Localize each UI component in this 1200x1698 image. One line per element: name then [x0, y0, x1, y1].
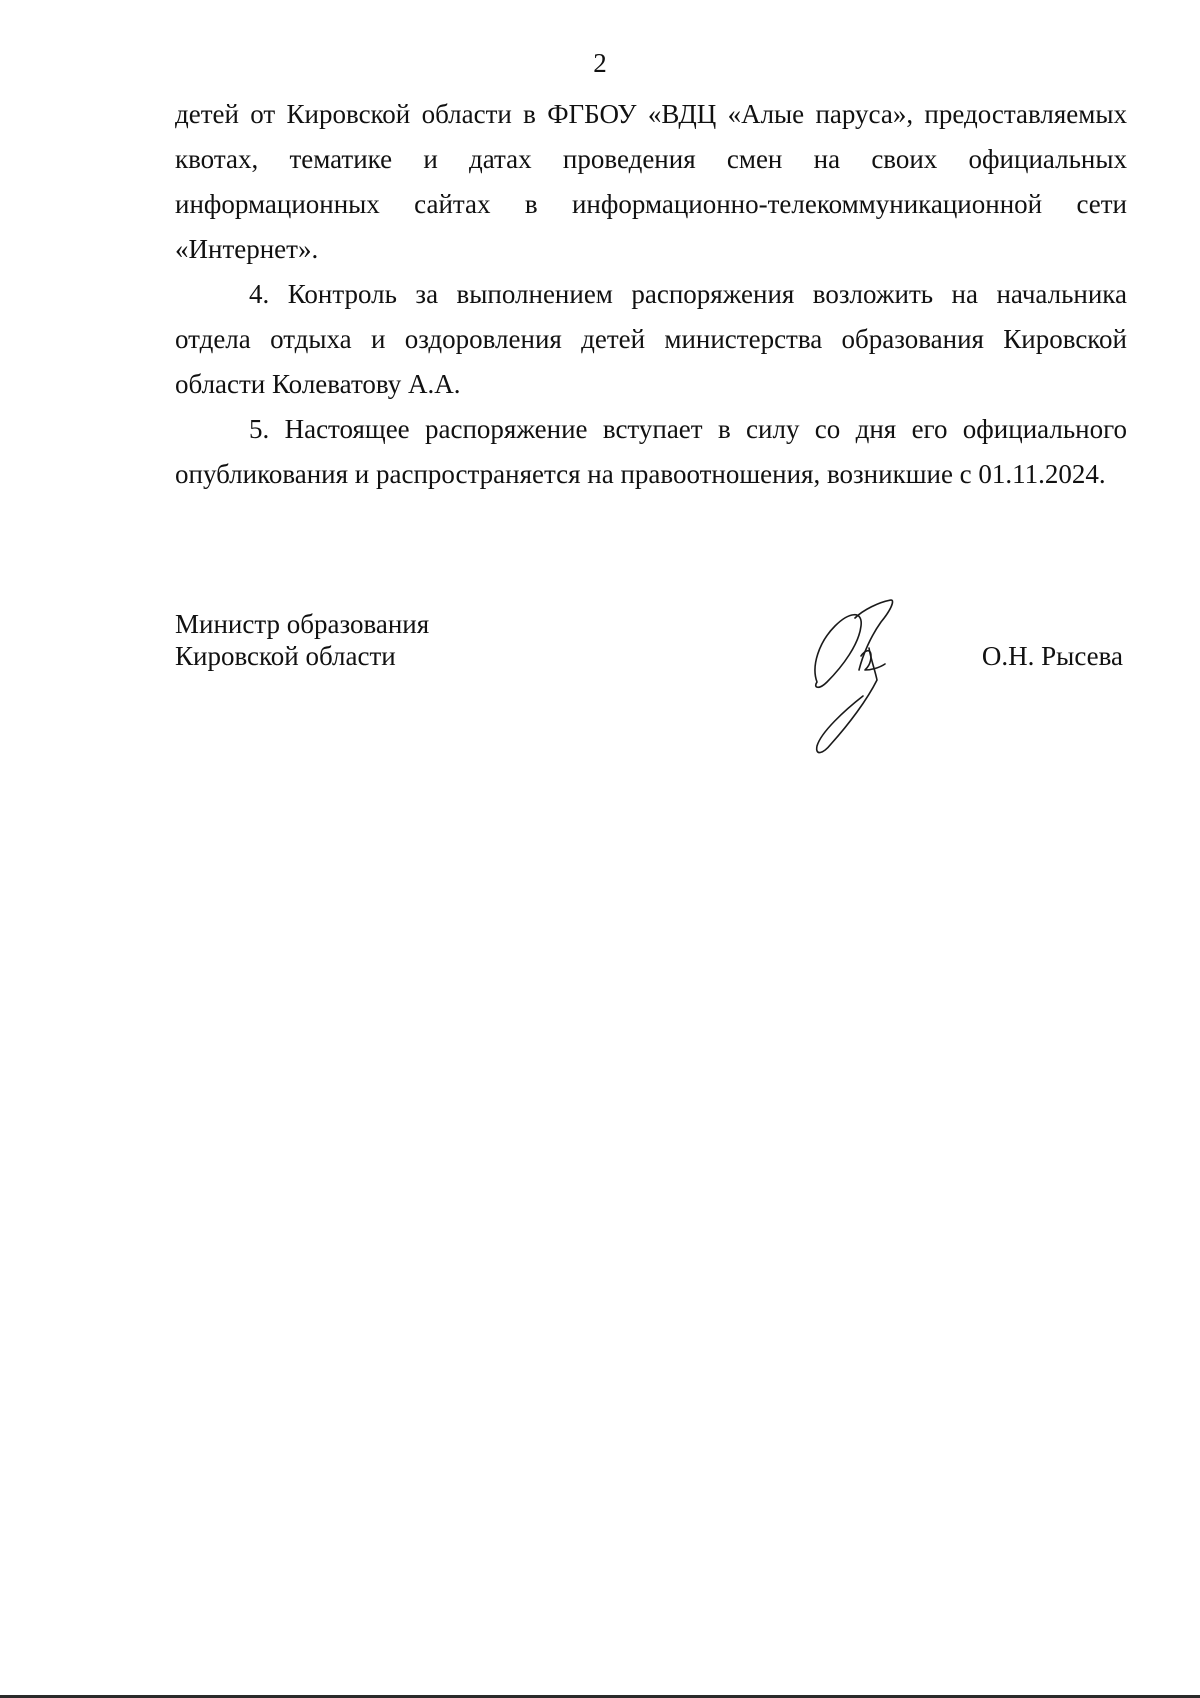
- signer-title-line-1: Министр образования: [175, 609, 430, 639]
- paragraph-continuation: детей от Кировской области в ФГБОУ «ВДЦ «Алые паруса», предоставляемых квотах, тематике и датах проведения смен на своих официальных информационных сайтах в информационно-телекоммуникационной сети «Интернет».: [175, 99, 1127, 264]
- signer-title-line-2: Кировской области: [175, 641, 396, 671]
- signature-block: [175, 608, 1127, 758]
- handwritten-signature: [805, 596, 915, 756]
- paragraph-item-5: 5. Настоящее распоряжение вступает в силу со дня его официального опубликования и распространяется на правоотношения, возникшие с 01.11.2024.: [175, 414, 1127, 489]
- paragraph-item-4: 4. Контроль за выполнением распоряжения возложить на начальника отдела отдыха и оздоровления детей министерства образования Кировской области Колеватову А.А.: [175, 279, 1127, 399]
- document-body: [175, 92, 1127, 497]
- signer-title: [175, 608, 429, 672]
- signer-name: О.Н. Рысева: [981, 641, 1123, 671]
- page-number: 2: [593, 48, 607, 78]
